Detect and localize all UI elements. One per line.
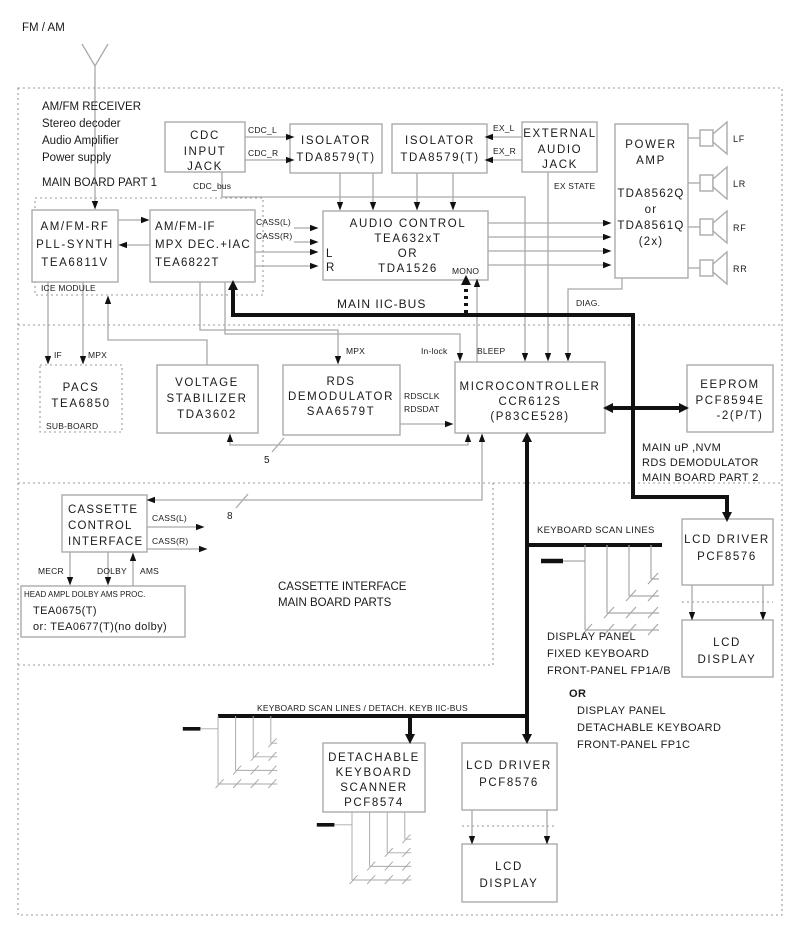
- lcd-driver2-line1: LCD DRIVER: [466, 760, 552, 772]
- main-board-part2-note-3: MAIN BOARD PART 2: [642, 472, 759, 484]
- mcu-line3: (P83CE528): [490, 411, 570, 423]
- speaker-label-rr: RR: [733, 264, 748, 274]
- scanner-keyboard-matrix: [317, 812, 411, 884]
- cdc-jack-line2: INPUT: [183, 146, 227, 158]
- detachable-panel-label-2: DETACHABLE KEYBOARD: [577, 722, 722, 734]
- in-lock-label: In-lock: [421, 346, 448, 356]
- power-amp-line1: POWER: [625, 139, 677, 151]
- cdc-jack-line3: JACK: [187, 161, 223, 173]
- head-amp-header: HEAD AMPL DOLBY AMS PROC.: [24, 590, 146, 599]
- head-amp-line3: or: TEA0677(T)(no dolby): [33, 621, 168, 633]
- scanner-line1: DETACHABLE: [328, 752, 420, 764]
- dolby-label: DOLBY: [97, 566, 127, 576]
- cdc-l-label: CDC_L: [248, 125, 277, 135]
- lcd-display2-line2: DISPLAY: [479, 878, 539, 890]
- rds-line2: DEMODULATOR: [288, 391, 394, 403]
- detachable-panel-label-1: DISPLAY PANEL: [577, 705, 666, 717]
- scanner-line2: KEYBOARD: [335, 767, 413, 779]
- speaker-icon: [700, 252, 727, 284]
- ext-jack-line3: JACK: [542, 159, 578, 171]
- main-board-part2-note-2: RDS DEMODULATOR: [642, 457, 759, 469]
- lcd-display2-line1: LCD: [495, 861, 523, 873]
- mcu-line2: CCR612S: [498, 396, 562, 408]
- l-input-label: L: [326, 248, 333, 260]
- cass-r-out-label: CASS(R): [152, 536, 189, 546]
- main-iic-bus-label: MAIN IIC-BUS: [337, 297, 427, 311]
- in-lock-wire: [225, 282, 460, 354]
- if-line3: TEA6822T: [155, 257, 220, 269]
- bus8-width-label: 8: [227, 511, 233, 522]
- fixed-panel-label-1: DISPLAY PANEL: [547, 631, 636, 643]
- r-input-label: R: [326, 262, 335, 274]
- bus5-wire: [230, 441, 468, 445]
- isolator2-block: [392, 124, 487, 173]
- speaker-label-rf: RF: [733, 223, 747, 233]
- cdc-jack-line1: CDC: [190, 130, 220, 142]
- lcd-driver2-line2: PCF8576: [479, 777, 539, 789]
- bus8-wire: [154, 441, 482, 500]
- cassette-ctrl-line2: CONTROL: [68, 520, 133, 532]
- fixed-keyboard-matrix: [541, 545, 659, 635]
- isolator2-line1: ISOLATOR: [405, 135, 475, 147]
- receiver-note-1: AM/FM RECEIVER: [42, 101, 142, 113]
- ext-jack-line1: EXTERNAL: [523, 128, 597, 140]
- mono-label: MONO: [452, 266, 480, 276]
- cass-l-out-label: CASS(L): [152, 513, 187, 523]
- cass-l-in-label: CASS(L): [256, 217, 291, 227]
- eeprom-line1: EEPROM: [700, 379, 760, 391]
- keyboard-scan-lines-label: KEYBOARD SCAN LINES: [537, 525, 655, 536]
- rf-line1: AM/FM-RF: [40, 221, 110, 233]
- mecr-label: MECR: [38, 566, 64, 576]
- pacs-line1: PACS: [62, 382, 100, 394]
- audio-control-line4: TDA1526: [378, 263, 438, 275]
- power-amp-line5: TDA8561Q: [617, 220, 685, 232]
- detachable-panel-label-3: FRONT-PANEL FP1C: [577, 739, 691, 751]
- mpx-rds-wire: [200, 282, 338, 357]
- speaker-icon: [700, 167, 727, 199]
- block-labels: [24, 128, 770, 890]
- fixed-panel-label-3: FRONT-PANEL FP1A/B: [547, 665, 671, 677]
- receiver-note-3: Audio Amplifier: [42, 135, 119, 147]
- power-amp-line2: AMP: [636, 155, 666, 167]
- isolator2-line2: TDA8579(T): [400, 152, 480, 164]
- speaker-label-lr: LR: [733, 179, 747, 189]
- audio-control-line1: AUDIO CONTROL: [349, 218, 467, 230]
- fm-am-label: FM / AM: [22, 22, 65, 34]
- bleep-label: BLEEP: [477, 346, 506, 356]
- lcd-driver1-line2: PCF8576: [697, 551, 757, 563]
- fixed-panel-label-2: FIXED KEYBOARD: [547, 648, 650, 660]
- lcd-display2-block: [462, 844, 557, 902]
- lcd-display1-line1: LCD: [713, 637, 741, 649]
- power-amp-line4: or: [644, 204, 658, 216]
- if-label: IF: [54, 350, 62, 360]
- speaker-label-lf: LF: [733, 134, 746, 144]
- scanner-line3: SCANNER: [340, 782, 408, 794]
- speakers: [700, 122, 748, 284]
- ext-jack-line2: AUDIO: [537, 144, 583, 156]
- cass-r-in-label: CASS(R): [256, 231, 293, 241]
- cassette-region-label-2: MAIN BOARD PARTS: [278, 597, 392, 609]
- eeprom-line2: PCF8594E: [695, 395, 765, 407]
- detachable-keyboard-matrix: [183, 716, 277, 788]
- power-amp-line3: TDA8562Q: [617, 188, 685, 200]
- receiver-note-2: Stereo decoder: [42, 118, 121, 130]
- isolator1-line1: ISOLATOR: [301, 135, 371, 147]
- bus5-width-label: 5: [264, 455, 270, 466]
- audio-control-line2: TEA632xT: [374, 233, 442, 245]
- isolator1-line2: TDA8579(T): [296, 152, 376, 164]
- audio-control-line3: OR: [397, 248, 419, 260]
- stabilizer-ice-wire: [108, 303, 207, 365]
- bus8-width-slash: [236, 494, 248, 508]
- cdc-r-label: CDC_R: [248, 148, 279, 158]
- rf-line3: TEA6811V: [41, 257, 109, 269]
- cdc-bus-label: CDC_bus: [193, 181, 232, 191]
- ex-state-label: EX STATE: [554, 181, 596, 191]
- cassette-ctrl-line1: CASSETTE: [68, 504, 139, 516]
- ex-r-label: EX_R: [493, 146, 517, 156]
- stabilizer-line2: STABILIZER: [166, 393, 248, 405]
- rdsclk-label: RDSCLK: [404, 391, 440, 401]
- speaker-icon: [700, 122, 727, 154]
- receiver-note-4: Power supply: [42, 152, 112, 164]
- cassette-region-label-1: CASSETTE INTERFACE: [278, 581, 407, 593]
- if-line1: AM/FM-IF: [155, 221, 216, 233]
- rds-line1: RDS: [326, 376, 356, 388]
- scanner-line4: PCF8574: [344, 797, 404, 809]
- ice-module-label: ICE MODULE: [41, 283, 96, 293]
- main-board-part1-label: MAIN BOARD PART 1: [42, 177, 158, 189]
- detach-bus-label: KEYBOARD SCAN LINES / DETACH. KEYB IIC-BUS: [257, 703, 468, 713]
- if-line2: MPX DEC.+IAC: [155, 239, 251, 251]
- rdsdat-label: RDSDAT: [404, 404, 440, 414]
- rf-line2: PLL-SYNTH: [36, 239, 114, 251]
- lcd-display1-line2: DISPLAY: [697, 654, 757, 666]
- isolator1-block: [290, 124, 382, 173]
- diag-label: DIAG.: [576, 298, 601, 308]
- main-board-part2-note-1: MAIN uP ,NVM: [642, 442, 722, 454]
- stabilizer-line3: TDA3602: [177, 409, 237, 421]
- stabilizer-line1: VOLTAGE: [175, 377, 239, 389]
- ams-label: AMS: [140, 566, 160, 576]
- cassette-ctrl-line3: INTERFACE: [68, 536, 144, 548]
- lcd-driver1-line1: LCD DRIVER: [684, 534, 770, 546]
- pacs-line2: TEA6850: [51, 398, 111, 410]
- rds-line3: SAA6579T: [306, 406, 376, 418]
- mpx-pacs-label: MPX: [88, 350, 108, 360]
- eeprom-line3: -2(P/T): [716, 410, 764, 422]
- or-label: OR: [569, 688, 587, 700]
- speaker-icon: [700, 211, 727, 243]
- mcu-line1: MICROCONTROLLER: [459, 381, 601, 393]
- head-amp-line2: TEA0675(T): [33, 605, 97, 617]
- power-amp-line6: (2x): [638, 236, 664, 248]
- mpx-rds-label: MPX: [346, 346, 366, 356]
- ex-l-label: EX_L: [493, 123, 515, 133]
- sub-board-label: SUB-BOARD: [46, 421, 99, 431]
